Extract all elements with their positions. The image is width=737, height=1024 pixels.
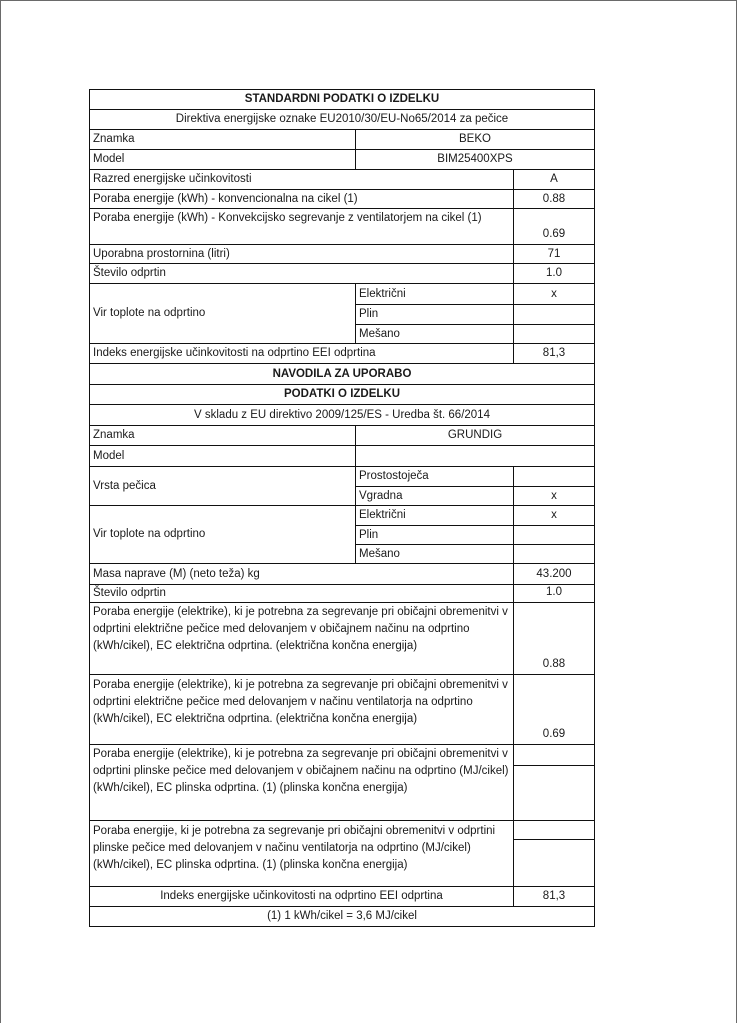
s1-heat-source-label: Vir toplote na odprtino [93,307,206,319]
s2-cavities-value: 1.0 [513,585,594,602]
s2-ec-gas-conv-kwh-value [513,765,594,820]
s2-heat-mixed-value [513,544,594,564]
s2-ec-gas-fan-kwh-value [513,839,594,886]
section2-directive: V skladu z EU direktivo 2009/125/ES - Uredba št. 66/2014 [194,408,490,421]
s1-fan-energy-row [89,209,595,245]
s2-eei-value: 81,3 [513,887,594,906]
s2-freestanding-label: Prostostoječa [355,467,513,486]
s2-heat-source-label: Vir toplote na odprtino [93,528,206,540]
s2-heat-gas-label: Plin [355,525,513,544]
s2-ec-electric-conv-row [89,603,595,675]
s1-cavities-label: Število odprtin [93,267,166,279]
s2-heat-gas-value [513,525,594,544]
s1-volume-label: Uporabna prostornina (litri) [93,247,230,260]
section1-title: STANDARDNI PODATKI O IZDELKU [244,93,440,105]
s1-heat-mixed-value [513,324,594,344]
s2-builtin-value: x [513,486,594,506]
s1-heat-mixed-label: Mešano [355,324,513,344]
s1-model-value: BIM25400XPS [355,150,594,169]
s2-heat-electric-label: Električni [355,506,513,525]
section2-subtitle: PODATKI O IZDELKU [283,388,401,400]
s1-conv-energy-value: 0.88 [513,190,594,208]
s1-energy-class-value: A [513,170,594,189]
section1-directive: Direktiva energijske oznake EU2010/30/EU-No65/2014 za pečice [175,113,509,125]
s2-oven-type-label: Vrsta pečica [93,479,156,492]
s1-heat-gas-value [513,304,594,324]
s2-ec-electric-fan-value: 0.69 [513,675,594,744]
s2-ec-gas-fan-row [89,821,595,887]
footnote: (1) 1 kWh/cikel = 3,6 MJ/cikel [267,910,417,922]
s1-brand-label: Znamka [93,133,135,145]
section2-title-row [89,364,595,385]
s1-eei-label: Indeks energijske učinkovitosti na odprtino EEI odprtina [93,347,376,359]
s2-brand-row [89,426,595,446]
s1-volume-value: 71 [513,245,594,263]
section1-title-row [89,89,595,110]
s2-mass-row [89,564,595,585]
s1-brand-row [89,130,595,150]
s2-cavities-row [89,585,595,603]
s2-model-label: Model [93,449,125,462]
s2-ec-gas-conv-mj-value [513,745,594,765]
footnote-row [89,907,595,927]
s2-ec-electric-fan-label: Poraba energije (elektrike), ki je potrebna za segrevanje pri običajni obremenitvi v odprtini električne pečice med delovanjem v načinu ventilatorja na odprtino (kWh/cikel), EC električna odprtina. (električna končna energija) [93,679,508,725]
s1-energy-class-row [89,170,595,190]
s1-fan-energy-label: Poraba energije (kWh) - Konvekcijsko segrevanje z ventilatorjem na cikel (1) [93,212,482,224]
s2-ec-electric-conv-value: 0.88 [513,603,594,674]
s2-builtin-label: Vgradna [355,486,513,506]
s2-brand-label: Znamka [93,429,135,441]
s2-ec-electric-conv-label: Poraba energije (elektrike), ki je potrebna za segrevanje pri običajni obremenitvi v odprtini električne pečice med delovanjem v običajnem načinu na odprtino (kWh/cikel), EC električna odprtina. (električna končna energija) [93,606,508,652]
s2-heat-mixed-label: Mešano [355,544,513,564]
s1-eei-value: 81,3 [513,344,594,363]
section1-directive-row [89,110,595,130]
section2-title: NAVODILA ZA UPORABO [272,367,412,380]
s1-eei-row [89,344,595,364]
s1-energy-class-label: Razred energijske učinkovitosti [93,173,252,185]
s1-heat-gas-label: Plin [355,304,513,324]
s2-brand-value: GRUNDIG [355,426,594,445]
section2-subtitle-row [89,385,595,405]
s2-ec-gas-conv-row [89,745,595,821]
s2-cavities-label: Število odprtin [93,587,166,599]
s2-ec-gas-fan-label: Poraba energije, ki je potrebna za segrevanje pri običajni obremenitvi v odprtini plinske pečice med delovanjem v načinu ventilatorja na odprtino (MJ/cikel) (kWh/cikel), EC plinska odprtina. (1) (plinska končna energija) [93,825,496,871]
s1-model-label: Model [93,153,125,165]
s2-eei-label: Indeks energijske učinkovitosti na odprtino EEI odprtina [160,890,443,902]
s1-fan-energy-value: 0.69 [513,209,594,244]
s1-heat-electric-label: Električni [355,284,513,304]
s1-cavities-row [89,264,595,284]
s1-heat-source-row [89,284,595,344]
s1-heat-electric-value: x [513,284,594,304]
s1-conv-energy-label: Poraba energije (kWh) - konvencionalna na cikel (1) [93,192,358,205]
s2-ec-gas-fan-mj-value [513,821,594,839]
s2-ec-gas-conv-label: Poraba energije (elektrike), ki je potrebna za segrevanje pri običajni obremenitvi v odprtini plinske pečice med delovanjem v običajnem načinu na odprtino (MJ/cikel) (kWh/cikel), EC plinska odprtina. (1) (plinska končna energija) [93,748,509,794]
s1-cavities-value: 1.0 [513,264,594,283]
s2-freestanding-value [513,467,594,486]
s1-brand-value: BEKO [355,130,594,149]
s2-ec-electric-fan-row [89,675,595,745]
s2-mass-label: Masa naprave (M) (neto teža) kg [93,567,260,580]
s2-model-value [355,446,594,466]
s1-conv-energy-row [89,190,595,209]
section2-directive-row [89,405,595,426]
s2-model-row [89,446,595,467]
s2-heat-source-row [89,506,595,564]
s2-eei-row [89,887,595,907]
s1-volume-row [89,245,595,264]
s1-model-row [89,150,595,170]
s2-heat-electric-value: x [513,506,594,525]
s2-oven-type-row [89,467,595,506]
s2-mass-value: 43.200 [513,564,594,584]
